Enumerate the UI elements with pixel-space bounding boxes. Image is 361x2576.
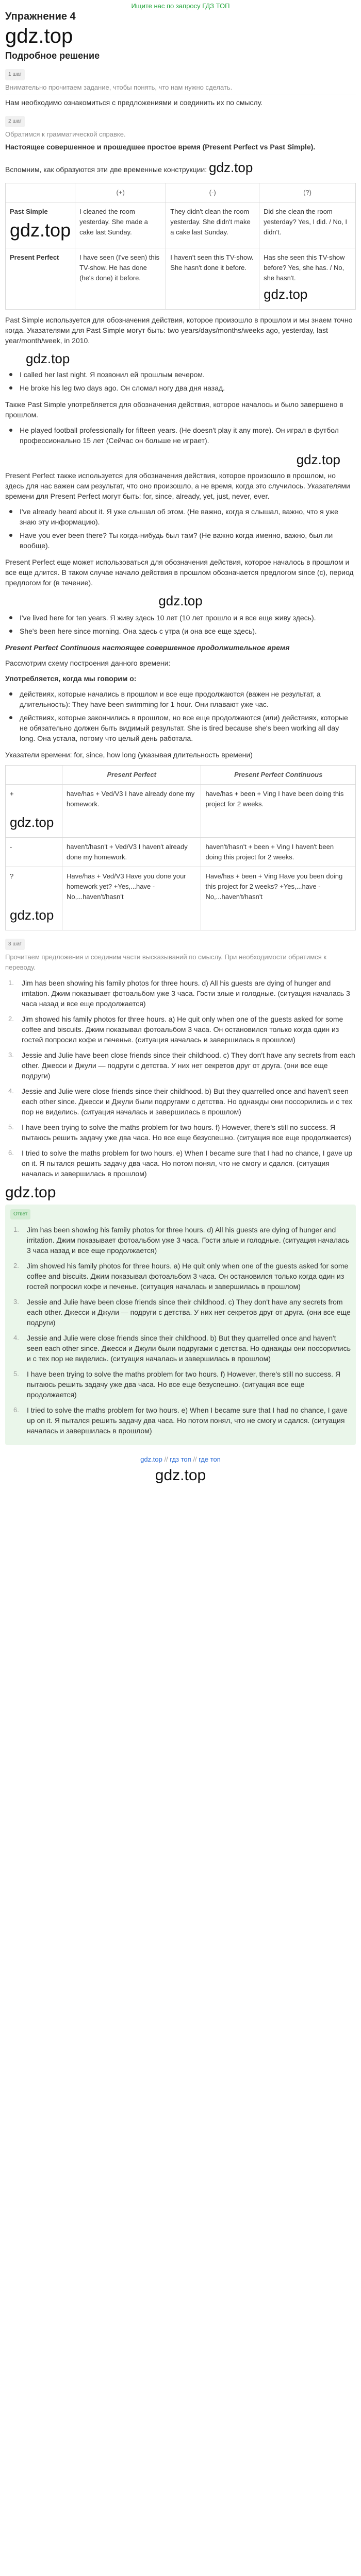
table-header-cell: (-) [166, 183, 259, 202]
list-item: 4. Jessie and Julie were close friends since their childhood. b) But they quarrelled once and haven't seen each other since. Джесси и Джули были подругами с детства. Но однажды они поссорились и с тех пор не виделись. (ситуация началась и завершилась в прошлом) [13, 1334, 351, 1363]
step-3 [5, 936, 356, 1201]
example-list [5, 506, 356, 551]
grammar-intro: Вспомним, как образуются эти две временные конструкции: gdz.top [5, 160, 253, 175]
watermark: gdz.top [5, 1184, 56, 1201]
table-row [6, 248, 356, 310]
step-instruction: Обратимся к грамматической справке. [5, 130, 126, 138]
table-cell: Have/has + Ved/V3 Have you done your homework yet? +Yes,...have -No,...haven't/hasn't [62, 867, 201, 930]
list-item: I called her last night. Я позвонил ей прошлым вечером. [5, 369, 356, 380]
step-text: Нам необходимо ознакомиться с предложениями и соединить их по смыслу. [5, 98, 263, 107]
footer-link[interactable]: где топ [199, 1455, 221, 1463]
list-item: действиях, которые начались в прошлом и все еще продолжаются (важен не результат, а длительность): They have been swimming for 1 hour. Они плавают уже час. [5, 689, 356, 709]
list-item: 5. I have been trying to solve the maths problem for two hours. f) However, there's still no success. Я пытаюсь решить задачу уже два часа. Но все еще безуспешно. (ситуация все еще продолжается) [13, 1370, 341, 1399]
table-row-sign: - [6, 838, 62, 867]
usage-list [5, 689, 356, 743]
list-item: He played football professionally for fifteen years. (He doesn't play it any more). Он играл в футбол профессионально 15 лет (Сейчас он больше не играет). [5, 425, 356, 446]
list-item: 2. Jim showed his family photos for three hours. a) He quit only when one of the guests asked for some coffee and biscuits. Джим показывал фотоальбом 3 часа. Он остановился только когда один из гостей попросил кофе и печенье. (ситуация началась и завершилась в прошлом) [8, 1015, 343, 1044]
list-item: 6. I tried to solve the maths problem for two hours. e) When I became sure that I had no chance, I gave up on it. Я пытался решить задачу два часа. Но потом понял, что не смогу и сдался. (ситуация началась и завершилась в прошлом) [8, 1149, 353, 1178]
table-cell: have/has + Ved/V3 I have already done my homework. [62, 785, 201, 838]
present-perfect-text: Present Perfect также используется для обозначения действия, которое произошло в прошлом, но здесь для нас важен сам результат, что оно произошло, а не время, когда это случилось. Указателями времени для Present Perfect могут быть: for, since, already, yet, just, never, ever. [5, 471, 350, 500]
list-item: 3. Jessie and Julie have been close friends since their childhood. c) They don't have any secrets from each other. Джесси и Джули — подруги с детства. У них нет секретов друг от друга. (они все еще подруги) [13, 1298, 351, 1327]
example-list [5, 425, 356, 446]
list-item: 6. I tried to solve the maths problem for two hours. e) When I became sure that I had no chance, I gave up on it. Я пытался решить задачу два часа. Но потом понял, что не смогу и сдался. (ситуация началась и завершилась в прошлом) [13, 1406, 348, 1435]
example-list [5, 613, 356, 636]
table-row [6, 867, 356, 930]
ppc-usage-heading: Употребляется, когда мы говорим о: [5, 674, 137, 683]
table-header-cell [6, 183, 75, 202]
step-2 [5, 113, 356, 930]
list-item: 1. Jim has been showing his family photos for three hours. d) All his guests are dying of hunger and irritation. Джим показывает фотоальбом уже 3 часа. Гости злые и голодные. (ситуация началась 3 часа назад и все еще продолжается) [13, 1226, 350, 1255]
table-header-cell: Present Perfect Continuous [201, 766, 356, 785]
table-row [6, 838, 356, 867]
table-cell: I have seen (I've seen) this TV-show. He has done (he's done) it before. [75, 248, 166, 310]
list-item: Have you ever been there? Ты когда-нибудь был там? (Не важно когда именно, важно, был ли вообще). [5, 530, 356, 551]
table-row-head: Present Perfect [6, 248, 75, 310]
list-item: I've already heard about it. Я уже слышал об этом. (Не важно, когда я слышал, важно, что я уже знаю эту информацию). [5, 506, 356, 527]
table-header-cell [6, 766, 62, 785]
table-row [6, 202, 356, 248]
table-cell: Did she clean the room yesterday? Yes, I did. / No, I didn't. [259, 202, 356, 248]
table-row [6, 785, 356, 838]
table-cell: haven't/hasn't + been + Ving I haven't been doing this project for 2 weeks. [201, 838, 356, 867]
table-cell: have/has + been + Ving I have been doing this project for 2 weeks. [201, 785, 356, 838]
answer-list [10, 1225, 351, 1436]
footer-separator: // [164, 1455, 170, 1463]
table-header-cell: Present Perfect [62, 766, 201, 785]
answer-box [5, 1205, 356, 1445]
list-item: 5. I have been trying to solve the maths problem for two hours. f) However, there's still no success. Я пытаюсь решить задачу уже два часа. Но все еще безуспешно. (ситуация все еще продолжается) [8, 1123, 351, 1142]
footer-separator: // [193, 1455, 199, 1463]
step-badge: 1 шаг [5, 69, 25, 80]
footer [5, 1450, 356, 1467]
matched-sentences-list [5, 978, 356, 1179]
table-row-sign: ? gdz.top [6, 867, 62, 930]
past-simple-text: Past Simple используется для обозначения действия, которое произошло в прошлом и мы знаем точно когда. Указателями для Past Simple могут быть: two years/days/months/weeks ago, yesterday, last year/month/week, in 2010. [5, 316, 353, 345]
table-header-cell: (?) [259, 183, 356, 202]
watermark: gdz.top [158, 593, 203, 608]
table-header-row [6, 183, 356, 202]
table-cell: Has she seen this TV-show before? Yes, she has. / No, she hasn't. gdz.top [259, 248, 356, 310]
step-instruction: Прочитаем предложения и соединим части высказываний по смыслу. При необходимости обратимся к переводу. [5, 953, 327, 971]
footer-link[interactable]: гдз топ [170, 1455, 191, 1463]
list-item: 3. Jessie and Julie have been close friends since their childhood. c) They don't have any secrets from each other. Джесси и Джули — подруги с детства. У них нет секретов друг от друга. (они все еще подруги) [8, 1051, 355, 1080]
table-cell: haven't/hasn't + Ved/V3 I haven't already done my homework. [62, 838, 201, 867]
table-cell: I haven't seen this TV-show. She hasn't done it before. [166, 248, 259, 310]
table-cell: Have/has + been + Ving Have you been doing this project for 2 weeks? +Yes,...have -No,...haven't/hasn't [201, 867, 356, 930]
time-markers: Указатели времени: for, since, how long (указывая длительность времени) [5, 751, 253, 759]
list-item: действиях, которые закончились в прошлом, но все еще продолжаются (или) действиях, которые не обязательно должен быть видимый результат. She is tired because she's been working all day long. Она устала, потому что целый день работала. [5, 713, 356, 743]
example-list [5, 369, 356, 393]
footer-link[interactable]: gdz.top [140, 1455, 162, 1463]
table-row-sign: + gdz.top [6, 785, 62, 838]
page-title: Упражнение 4 [5, 11, 76, 22]
ppc-heading: Present Perfect Continuous настоящее совершенное продолжительное время [5, 643, 290, 652]
step-badge: 3 шаг [5, 939, 25, 950]
table-header-cell: (+) [75, 183, 166, 202]
table-row-head: Past Simple gdz.top [6, 202, 75, 248]
step-instruction: Внимательно прочитаем задание, чтобы понять, что нам нужно сделать. [5, 83, 233, 91]
step-1 [5, 66, 356, 108]
table-cell: They didn't clean the room yesterday. She didn't make a cake last Sunday. [166, 202, 259, 248]
list-item: 2. Jim showed his family photos for three hours. a) He quit only when one of the guests asked for some coffee and biscuits. Джим показывал фотоальбом 3 часа. Он остановился только когда один из гостей попросил кофе и печенье. (ситуация началась и завершилась в прошлом) [13, 1262, 349, 1291]
answer-label: Ответ [10, 1209, 30, 1219]
step-badge: 2 шаг [5, 116, 25, 127]
watermark: gdz.top [5, 25, 73, 47]
ppc-scheme: Рассмотрим схему построения данного времени: [5, 659, 171, 667]
list-item: She's been here since morning. Она здесь с утра (и она все еще здесь). [5, 626, 356, 636]
solution-heading: Подробное решение [5, 50, 100, 61]
tense-table [5, 183, 356, 310]
present-perfect-text: Present Perfect еще может использоваться для обозначения действия, которое началось в прошлом и все еще длится. В таком случае начало действия в прошлом обозначается предлогом since (с), период предлогом for (в течение). [5, 558, 354, 587]
list-item: I've lived here for ten years. Я живу здесь 10 лет (10 лет прошло и я все еще живу здесь). [5, 613, 356, 623]
list-item: 4. Jessie and Julie were close friends since their childhood. b) But they quarrelled once and haven't seen each other since. Джесси и Джули были подругами с детства. Но однажды они поссорились и с тех пор не виделись. (ситуация началась и завершилась в прошлом) [8, 1087, 352, 1116]
table-header-row [6, 766, 356, 785]
watermark: gdz.top [296, 452, 340, 467]
pp-ppc-table [5, 765, 356, 930]
top-promo-link[interactable]: Ищите нас по запросу ГДЗ ТОП [131, 2, 230, 10]
list-item: He broke his leg two days ago. Он сломал ногу два дня назад. [5, 383, 356, 393]
table-cell: I cleaned the room yesterday. She made a cake last Sunday. [75, 202, 166, 248]
grammar-heading: Настоящее совершенное и прошедшее простое время (Present Perfect vs Past Simple). [5, 143, 316, 151]
list-item: 1. Jim has been showing his family photos for three hours. d) All his guests are dying of hunger and irritation. Джим показывает фотоальбом уже 3 часа. Гости злые и голодные. (ситуация началась 3 часа назад и все еще продолжается) [8, 979, 350, 1008]
watermark: gdz.top [26, 351, 70, 366]
watermark: gdz.top [155, 1467, 206, 1484]
past-simple-text: Также Past Simple употребляется для обозначения действия, которое началось и было завершено в прошлом. [5, 400, 343, 419]
